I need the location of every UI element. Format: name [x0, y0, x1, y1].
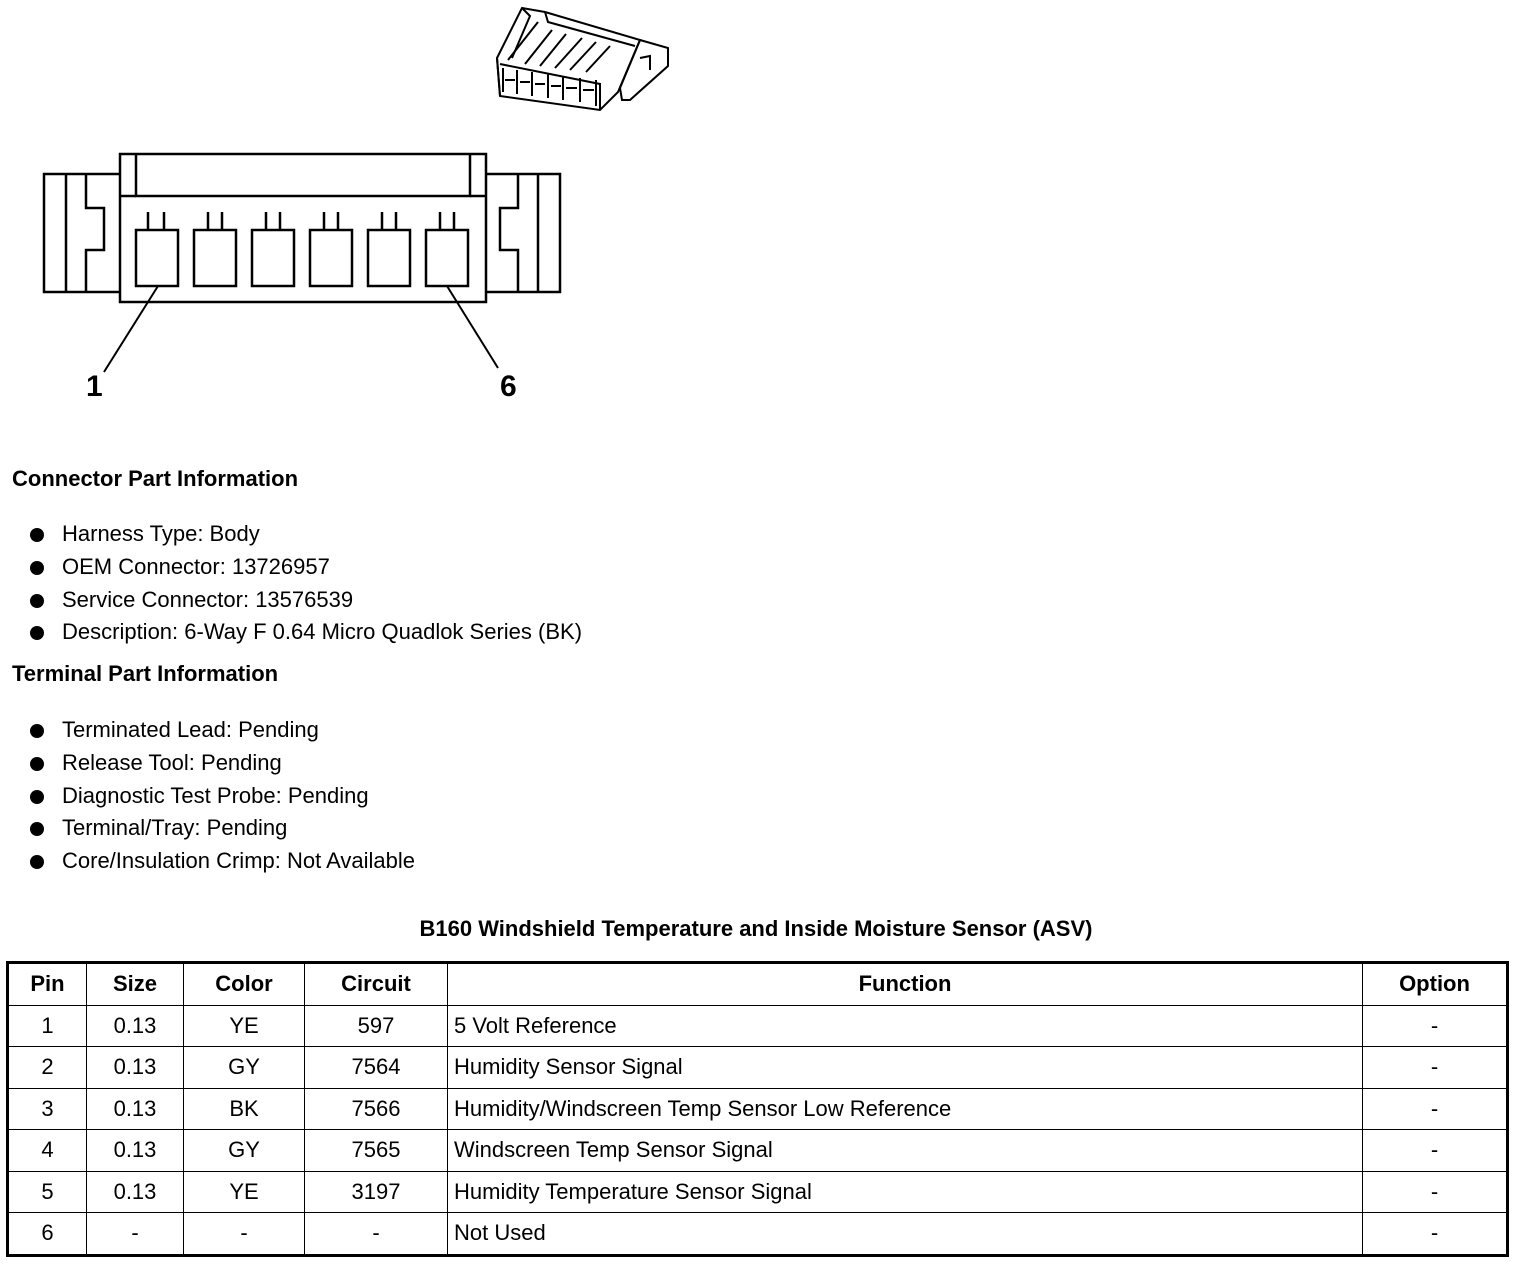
pin-table: [6, 961, 1509, 1257]
list-item: Release Tool: Pending: [28, 748, 415, 781]
list-item: Diagnostic Test Probe: Pending: [28, 781, 415, 814]
cell-size: 0.13: [87, 1088, 184, 1130]
cell-pin: 4: [8, 1130, 87, 1172]
cell-color: YE: [184, 1171, 305, 1213]
cell-option: -: [1363, 1088, 1508, 1130]
connector-face-view: [44, 154, 560, 302]
table-row: [8, 1130, 1508, 1172]
list-item: OEM Connector: 13726957: [28, 552, 582, 585]
list-item: Terminal/Tray: Pending: [28, 813, 415, 846]
cavity-1: [136, 212, 178, 286]
terminal-cavities: [136, 212, 468, 286]
table-row: [8, 1213, 1508, 1256]
cell-pin: 2: [8, 1047, 87, 1089]
table-row: [8, 1088, 1508, 1130]
header-pin: Pin: [8, 963, 87, 1006]
header-circuit: Circuit: [305, 963, 448, 1006]
cell-circuit: 597: [305, 1005, 448, 1047]
cell-circuit: 7564: [305, 1047, 448, 1089]
connector-info-title: Connector Part Information: [12, 466, 299, 491]
cell-function: 5 Volt Reference: [448, 1005, 1363, 1047]
header-function: Function: [448, 963, 1363, 1006]
cell-circuit: -: [305, 1213, 448, 1256]
cell-pin: 3: [8, 1088, 87, 1130]
cell-circuit: 3197: [305, 1171, 448, 1213]
table-row: [8, 1005, 1508, 1047]
cell-function: Humidity Temperature Sensor Signal: [448, 1171, 1363, 1213]
table-row: [8, 1171, 1508, 1213]
cavity-5: [368, 212, 410, 286]
list-item: Service Connector: 13576539: [28, 585, 582, 618]
cell-size: 0.13: [87, 1047, 184, 1089]
connector-diagram: [0, 0, 1520, 420]
cavity-3: [252, 212, 294, 286]
cell-pin: 1: [8, 1005, 87, 1047]
header-option: Option: [1363, 963, 1508, 1006]
cell-function: Not Used: [448, 1213, 1363, 1256]
cell-function: Humidity/Windscreen Temp Sensor Low Reference: [448, 1088, 1363, 1130]
cell-color: GY: [184, 1130, 305, 1172]
cell-size: 0.13: [87, 1171, 184, 1213]
list-item: Terminated Lead: Pending: [28, 715, 415, 748]
cell-option: -: [1363, 1130, 1508, 1172]
list-item: Harness Type: Body: [28, 519, 582, 552]
pin-6-leader-line: [447, 286, 498, 368]
pin-1-leader-line: [104, 286, 158, 372]
cell-color: BK: [184, 1088, 305, 1130]
cell-circuit: 7566: [305, 1088, 448, 1130]
header-color: Color: [184, 963, 305, 1006]
cell-size: -: [87, 1213, 184, 1256]
header-size: Size: [87, 963, 184, 1006]
cell-function: Humidity Sensor Signal: [448, 1047, 1363, 1089]
cell-color: YE: [184, 1005, 305, 1047]
cell-color: GY: [184, 1047, 305, 1089]
pin-table-title: B160 Windshield Temperature and Inside Moisture Sensor (ASV): [419, 916, 1093, 941]
list-item: Description: 6-Way F 0.64 Micro Quadlok Series (BK): [28, 617, 582, 650]
cavity-2: [194, 212, 236, 286]
cell-circuit: 7565: [305, 1130, 448, 1172]
connector-isometric-view: [497, 8, 668, 110]
cavity-4: [310, 212, 352, 286]
cell-option: -: [1363, 1213, 1508, 1256]
table-header-row: [8, 963, 1508, 1006]
list-item: Core/Insulation Crimp: Not Available: [28, 846, 415, 879]
cell-pin: 5: [8, 1171, 87, 1213]
terminal-info-list: [28, 715, 415, 879]
cell-size: 0.13: [87, 1005, 184, 1047]
connector-info-list: [28, 519, 582, 650]
cell-option: -: [1363, 1005, 1508, 1047]
cell-pin: 6: [8, 1213, 87, 1256]
pin-1-label: 1: [86, 370, 103, 403]
table-row: [8, 1047, 1508, 1089]
cell-size: 0.13: [87, 1130, 184, 1172]
cavity-6: [426, 212, 468, 286]
cell-option: -: [1363, 1047, 1508, 1089]
pin-6-label: 6: [500, 370, 517, 403]
terminal-info-title: Terminal Part Information: [12, 661, 279, 686]
cell-color: -: [184, 1213, 305, 1256]
cell-function: Windscreen Temp Sensor Signal: [448, 1130, 1363, 1172]
cell-option: -: [1363, 1171, 1508, 1213]
